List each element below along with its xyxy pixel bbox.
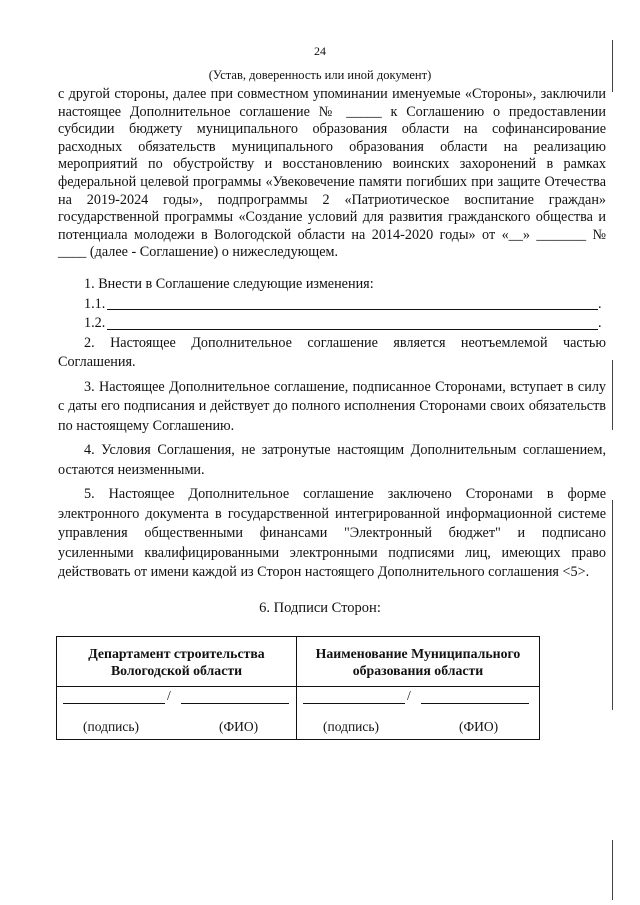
scan-edge-mark-top [612, 40, 613, 92]
subitem-1-2-label: 1.2. [84, 315, 106, 331]
signatures-table [56, 636, 540, 740]
right-signature-cell [297, 687, 539, 739]
left-sign-caption: (подпись) [83, 719, 140, 734]
agreement-items [58, 275, 606, 583]
scan-edge-mark-middle [612, 360, 613, 430]
item-4: 4. Условия Соглашения, не затронутые настоящим Дополнительным соглашением, остаются неизменными. [58, 442, 606, 478]
left-signature-line [63, 703, 165, 704]
intro-paragraph [58, 86, 606, 262]
right-party-header: Наименование Муниципального образования области [297, 637, 539, 687]
subitem-1-1-label: 1.1. [84, 295, 106, 312]
left-slash: / [167, 688, 171, 703]
intro-text: с другой стороны, далее при совместном упоминании именуемые «Стороны», заключили настоящее Дополнительное соглашение № _____ к Соглашению о предоставлении субсидии бюджету муниципального образования области на софинансирование расходных обязательств муниципального образования области на реализацию мероприятий по обустройству и восстановлению воинских захоронений в рамках федеральной целевой программы «Увековечение памяти погибших при защите Отечества на 2019-2024 годы», подпрограммы 2 «Патриотическое воспитание граждан» государственной программы «Создание условий для развития гражданского общества и потенциала молодежи в Вологодской области на 2014-2020 годы» от «__» _______ № ____ (далее - Соглашение) о нижеследующем. [58, 86, 606, 261]
left-signature-cell [57, 687, 297, 739]
item-5: 5. Настоящее Дополнительное соглашение заключено Сторонами в форме электронного документа в государственной интегрированной информационной системе управления общественными финансами "Электронный бюджет" и подписано усиленными квалифицированными электронными подписями лиц, имеющих право действовать от имени каждой из Сторон настоящего Дополнительного соглашения <5>. [58, 486, 606, 580]
left-name-caption: (ФИО) [219, 719, 259, 734]
subitem-1-1-blank [107, 308, 598, 310]
subitem-1-2 [58, 314, 606, 334]
right-name-caption: (ФИО) [459, 719, 499, 734]
right-sign-caption: (подпись) [323, 719, 380, 734]
signatures-title: 6. Подписи Сторон: [259, 600, 381, 616]
subitem-1-1 [58, 295, 606, 315]
right-name-line [421, 703, 529, 704]
page-number: 24 [314, 44, 326, 58]
item-1: 1. Внести в Соглашение следующие изменения: [84, 276, 374, 292]
right-signature-line [303, 703, 405, 704]
basis-document-note: (Устав, доверенность или иной документ) [208, 68, 432, 82]
scan-edge-mark-lower [612, 500, 613, 710]
scan-edge-mark-bottom [612, 840, 613, 900]
item-2: 2. Настоящее Дополнительное соглашение является неотъемлемой частью Соглашения. [58, 334, 606, 370]
subitem-1-1-dot: . [598, 295, 602, 312]
left-name-line [181, 703, 289, 704]
left-party-header: Департамент строительства Вологодской области [57, 637, 297, 687]
right-slash: / [407, 688, 411, 703]
subitem-1-2-dot: . [598, 315, 602, 331]
item-3: 3. Настоящее Дополнительное соглашение, подписанное Сторонами, вступает в силу с даты его подписания и действует до полного исполнения Сторонами своих обязательств по настоящему Соглашению. [58, 378, 606, 434]
subitem-1-2-blank [107, 328, 598, 330]
